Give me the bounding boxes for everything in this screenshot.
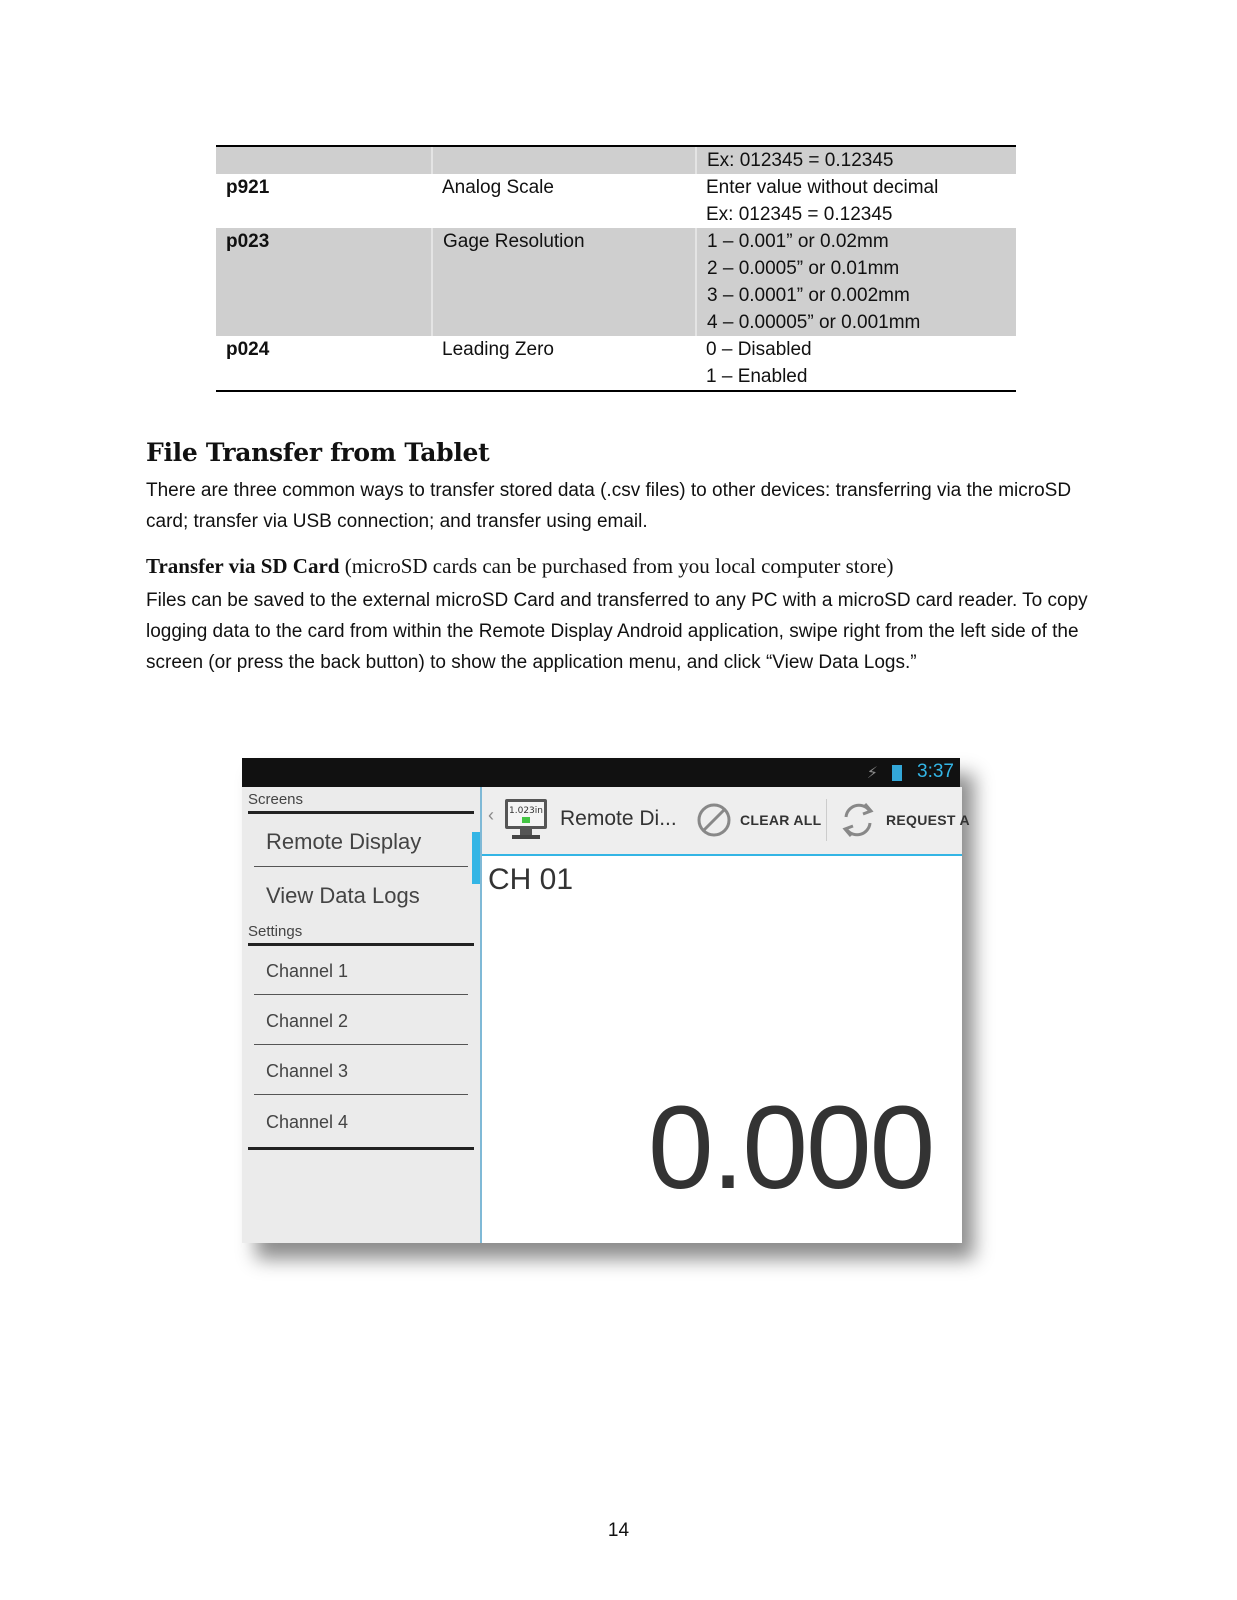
status-bar	[242, 758, 960, 787]
battery-icon	[892, 765, 902, 781]
divider	[254, 1044, 468, 1045]
drawer-item-channel-4[interactable]: Channel 4	[266, 1112, 349, 1132]
divider	[248, 811, 474, 814]
drawer-item-channel-3[interactable]: Channel 3	[266, 1061, 349, 1081]
divider	[248, 943, 474, 946]
main-pane	[480, 787, 970, 1243]
monitor-icon[interactable]	[502, 795, 550, 843]
intro-paragraph: There are three common ways to transfer stored data (.csv files) to other devices: transferring via the microSD card; transfer via USB connection; and transfer using email.	[146, 480, 1072, 532]
clear-all-icon[interactable]	[696, 802, 732, 838]
mute-icon: ⚡	[866, 765, 878, 782]
param-name	[432, 146, 696, 174]
svg-text:1.023in: 1.023in	[509, 806, 543, 816]
subheading-note: (microSD cards can be purchased from you local computer store)	[339, 554, 894, 578]
table-row	[216, 228, 1016, 336]
gauge-reading: 0.000	[648, 1082, 934, 1214]
channel-label: CH 01	[488, 863, 574, 896]
param-code: p023	[216, 228, 432, 336]
settings-label: Settings	[248, 923, 303, 940]
body-paragraph: Files can be saved to the external microSD Card and transferred to any PC with a microSD card reader. To copy logging data to the card from within the Remote Display Android application, swipe right from the left side of the screen (or press the back button) to show the application menu, and click “View Data Logs.”	[146, 590, 1088, 673]
param-name: Analog Scale	[442, 177, 554, 198]
subheading-title: Transfer via SD Card	[146, 554, 340, 578]
page-number: 14	[607, 1520, 630, 1541]
divider	[826, 799, 827, 841]
divider	[254, 866, 468, 867]
param-name: Leading Zero	[432, 336, 696, 391]
table-row	[216, 174, 1016, 228]
table-row	[216, 336, 1016, 391]
param-code	[216, 146, 432, 174]
param-desc: Ex: 012345 = 0.12345	[696, 146, 1016, 174]
parameter-table	[216, 145, 1016, 392]
selected-indicator	[472, 832, 480, 884]
section-heading: File Transfer from Tablet	[146, 438, 490, 467]
action-bar	[482, 787, 970, 856]
param-name: Gage Resolution	[432, 228, 696, 336]
param-desc: Enter value without decimal Ex: 012345 = 0.12345	[706, 177, 939, 225]
drawer-item-view-data-logs[interactable]: View Data Logs	[266, 883, 420, 908]
navigation-drawer	[242, 787, 480, 1243]
back-chevron-icon[interactable]: ‹	[488, 805, 494, 825]
param-desc: 0 – Disabled 1 – Enabled	[696, 336, 1016, 391]
param-code: p921	[226, 177, 270, 198]
app-screenshot	[242, 758, 970, 1243]
table-row	[216, 146, 1016, 174]
divider	[254, 994, 468, 995]
param-desc: 1 – 0.001” or 0.02mm 2 – 0.0005” or 0.01mm 3 – 0.0001” or 0.002mm 4 – 0.00005” or 0.001mm	[696, 228, 1016, 336]
refresh-icon[interactable]	[838, 799, 878, 841]
drawer-item-remote-display[interactable]: Remote Display	[266, 829, 422, 854]
screen-title[interactable]: Remote Di...	[560, 807, 677, 830]
drawer-item-channel-1[interactable]: Channel 1	[266, 961, 349, 981]
divider	[248, 1147, 474, 1150]
request-button[interactable]: REQUEST A	[886, 812, 970, 828]
param-code: p024	[216, 336, 432, 391]
status-time: 3:37	[917, 761, 954, 782]
subheading	[146, 554, 893, 579]
clear-all-button[interactable]: CLEAR ALL	[740, 812, 822, 828]
screens-label: Screens	[248, 791, 304, 808]
divider	[254, 1094, 468, 1095]
drawer-item-channel-2[interactable]: Channel 2	[266, 1011, 349, 1031]
